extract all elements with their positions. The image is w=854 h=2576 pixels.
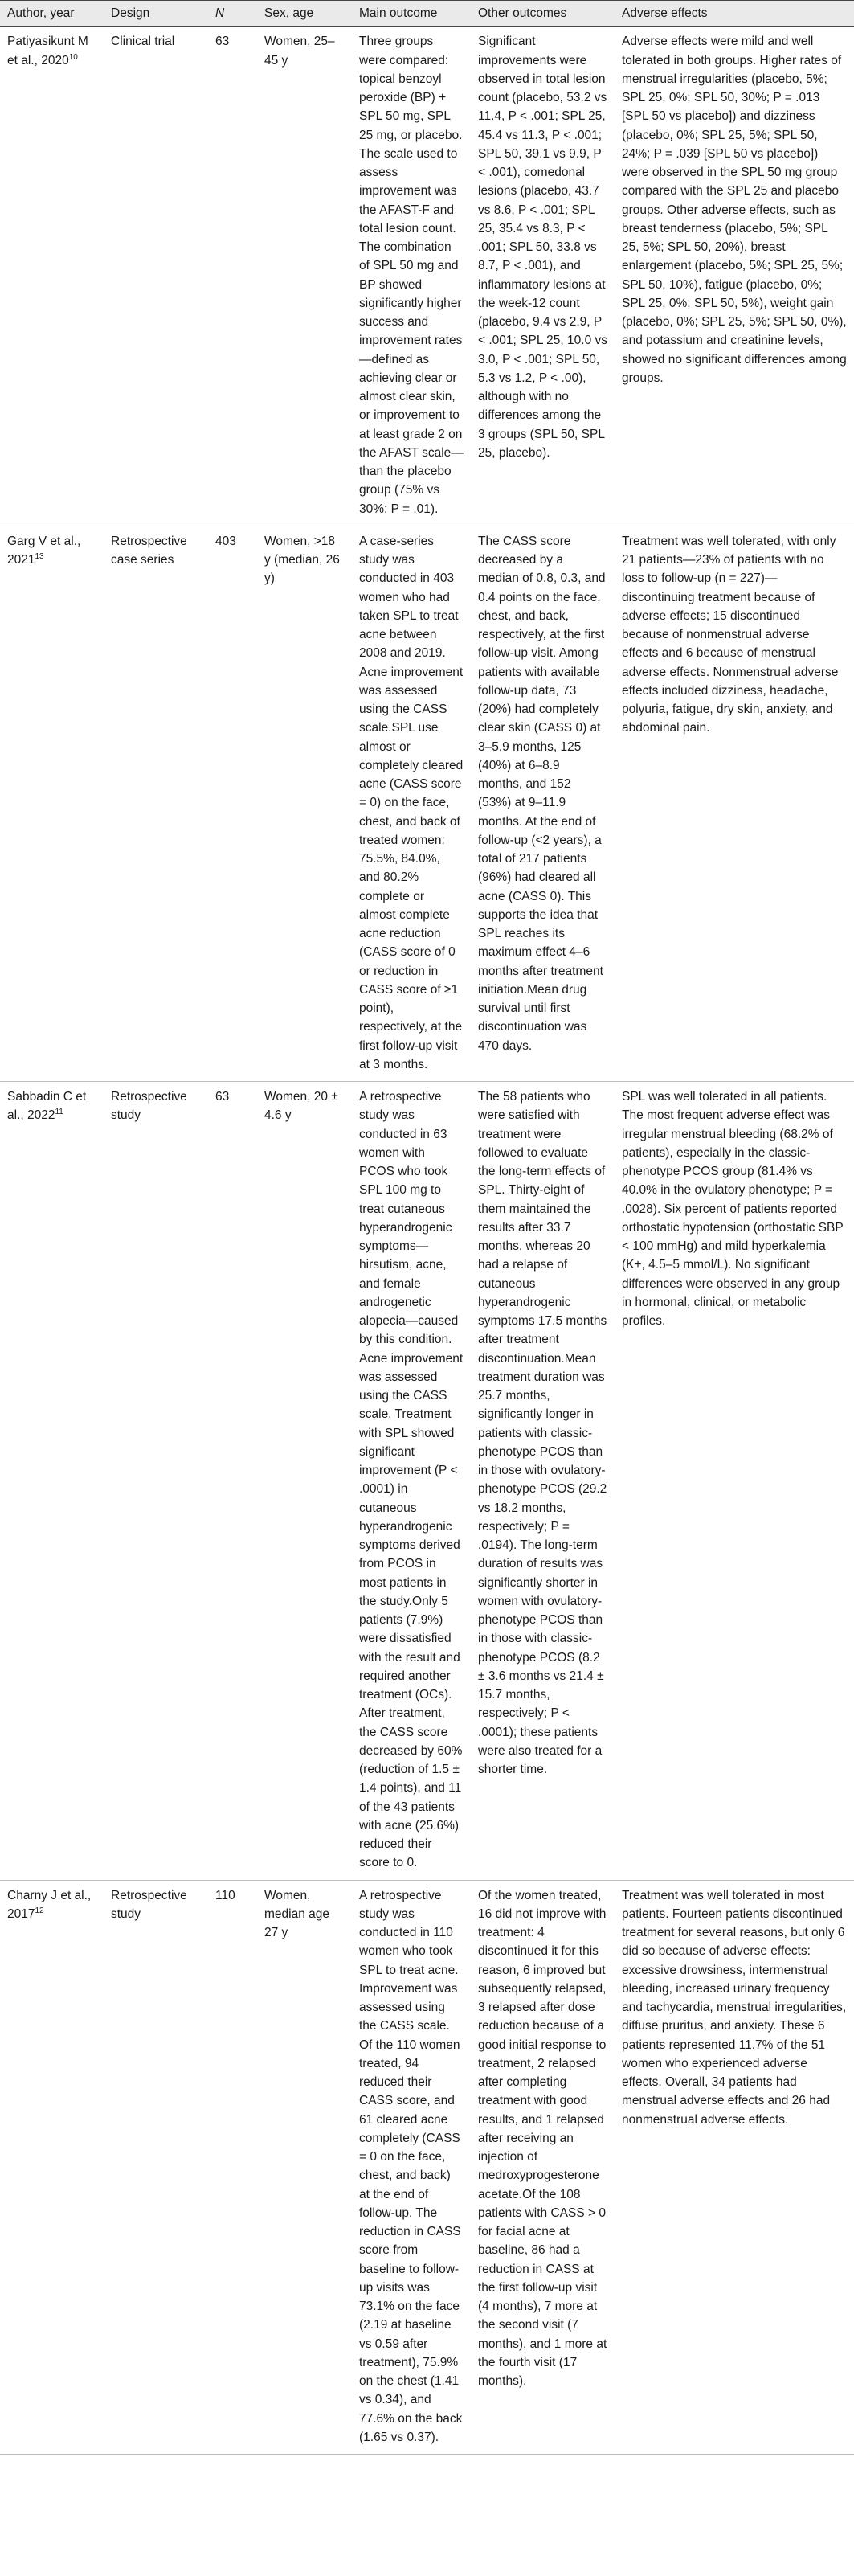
header-adverse-effects: Adverse effects <box>615 1 854 27</box>
author-name: Patiyasikunt M et al., 2020 <box>7 35 88 68</box>
reference-number: 13 <box>35 551 44 561</box>
cell-other-outcomes: The 58 patients who were satisfied with treatment were followed to evaluate the long-term effects of SPL. Thirty-eight of them maintained the results after 33.7 months, whereas 20 had a relapse of cutaneous hyperandrogenic symptoms 17.5 months after treatment discontinuation.Mean treatment duration was 25.7 months, significantly longer in patients with classic-phenotype PCOS than in those with ovulatory-phenotype PCOS (29.2 vs 18.2 months, respectively; P = .0194). The long-term duration of results was significantly shorter in women with ovulatory-phenotype PCOS than in those with classic-phenotype PCOS (8.2 ± 3.6 months vs 21.4 ± 15.7 months, respectively; P < .0001); these patients were also treated for a shorter time. <box>471 1082 615 1881</box>
table-row <box>0 27 854 526</box>
cell-main-outcome: A retrospective study was conducted in 110 women who took SPL to treat acne. Improvement was assessed using the CASS scale. Of the 110 women treated, 94 reduced their CASS score, and 61 cleared acne completely (CASS = 0 on the face, chest, and back) at the end of follow-up. The reduction in CASS score from baseline to follow-up visits was 73.1% on the face (2.19 at baseline vs 0.59 after treatment), 75.9% on the chest (1.41 vs 0.34), and 77.6% on the back (1.65 vs 0.37). <box>352 1880 471 2455</box>
cell-adverse-effects: Adverse effects were mild and well tolerated in both groups. Higher rates of menstrual irregularities (placebo, 5%; SPL 25, 0%; SPL 50, 30%; P = .013 [SPL 50 vs placebo]) and dizziness (placebo, 0%; SPL 25, 5%; SPL 50, 24%; P = .039 [SPL 50 vs placebo]) were observed in the SPL 50 mg group compared with the SPL 25 and placebo groups. Other adverse effects, such as breast tenderness (placebo, 5%; SPL 25, 5%; SPL 50, 20%), breast enlargement (placebo, 5%; SPL 25, 5%; SPL 50, 10%), fatigue (placebo, 0%; SPL 25, 0%; SPL 50, 5%), weight gain (placebo, 0%; SPL 25, 5%; SPL 50, 0%), and potassium and creatinine levels, showed no significant differences among groups. <box>615 27 854 526</box>
header-sex-age: Sex, age <box>257 1 352 27</box>
cell-design: Retrospective study <box>104 1880 208 2455</box>
cell-author <box>0 1082 104 1881</box>
cell-other-outcomes: The CASS score decreased by a median of 0.8, 0.3, and 0.4 points on the face, chest, and back, respectively, at the first follow-up visit. Among patients with available follow-up data, 73 (20%) had completely clear skin (CASS 0) at 3–5.9 months, 125 (40%) at 6–8.9 months, and 152 (53%) at 9–11.9 months. At the end of follow-up (<2 years), a total of 217 patients (96%) had cleared all acne (CASS 0). This supports the idea that SPL reaches its maximum effect 4–6 months after treatment initiation.Mean drug survival until first discontinuation was 470 days. <box>471 526 615 1081</box>
cell-sex-age: Women, >18 y (median, 26 y) <box>257 526 352 1081</box>
cell-adverse-effects: Treatment was well tolerated in most patients. Fourteen patients discontinued treatment for several reasons, but only 6 did so because of adverse effects: excessive drowsiness, intermenstrual bleeding, increased urinary frequency and tachycardia, menstrual irregularities, diffuse pruritus, and anxiety. These 6 patients represented 11.7% of the 51 women who experienced adverse effects. Overall, 34 patients had menstrual adverse effects and 26 had nonmenstrual adverse effects. <box>615 1880 854 2455</box>
author-name: Sabbadin C et al., 2022 <box>7 1090 87 1123</box>
cell-n: 63 <box>208 1082 257 1881</box>
cell-n: 63 <box>208 27 257 526</box>
cell-other-outcomes: Of the women treated, 16 did not improve with treatment: 4 discontinued it for this reason, 6 improved but subsequently relapsed, 3 relapsed after dose reduction because of a good initial response to treatment, 2 relapsed after completing treatment with good results, and 1 relapsed after receiving an injection of medroxyprogesterone acetate.Of the 108 patients with CASS > 0 for facial acne at baseline, 86 had a reduction in CASS at the first follow-up visit (4 months), 7 more at the second visit (7 months), and 1 more at the fourth visit (17 months). <box>471 1880 615 2455</box>
header-other-outcomes: Other outcomes <box>471 1 615 27</box>
header-author-year: Author, year <box>0 1 104 27</box>
cell-n: 403 <box>208 526 257 1081</box>
cell-design: Clinical trial <box>104 27 208 526</box>
author-name: Charny J et al., 2017 <box>7 1888 92 1921</box>
cell-adverse-effects: SPL was well tolerated in all patients. The most frequent adverse effect was irregular menstrual bleeding (68.2% of patients), especially in the classic-phenotype PCOS group (81.4% vs 40.0% in the ovulatory phenotype; P = .0028). Six percent of patients reported orthostatic hypotension (orthostatic SBP < 100 mmHg) and mild hyperkalemia (K+, 4.5–5 mmol/L). No significant differences were observed in any group in hormonal, clinical, or metabolic profiles. <box>615 1082 854 1881</box>
table-header-row <box>0 1 854 27</box>
cell-other-outcomes: Significant improvements were observed in total lesion count (placebo, 53.2 vs 11.4, P < .001; SPL 25, 45.4 vs 11.3, P < .001; SPL 50, 39.1 vs 9.9, P < .001), comedonal lesions (placebo, 43.7 vs 8.6, P < .001; SPL 25, 35.4 vs 8.3, P < .001; SPL 50, 33.8 vs 8.7, P < .001), and inflammatory lesions at the week-12 count (placebo, 9.4 vs 2.9, P < .001; SPL 25, 10.0 vs 3.0, P < .001; SPL 50, 5.3 vs 1.2, P < .00), although with no differences among the 3 groups (SPL 50, SPL 25, placebo). <box>471 27 615 526</box>
header-n: N <box>208 1 257 27</box>
table-row <box>0 1082 854 1881</box>
reference-number: 11 <box>55 1108 63 1117</box>
cell-adverse-effects: Treatment was well tolerated, with only 21 patients—23% of patients with no loss to follow-up (n = 227)—discontinuing treatment because of adverse effects; 15 discontinued because of nonmenstrual adverse effects and 6 because of menstrual adverse effects. Nonmenstrual adverse effects included dizziness, headache, polyuria, fatigue, dry skin, anxiety, and abdominal pain. <box>615 526 854 1081</box>
table-row <box>0 526 854 1081</box>
reference-number: 12 <box>35 1906 44 1915</box>
cell-author <box>0 526 104 1081</box>
cell-sex-age: Women, median age 27 y <box>257 1880 352 2455</box>
cell-main-outcome: Three groups were compared: topical benzoyl peroxide (BP) + SPL 50 mg, SPL 25 mg, or placebo. The scale used to assess improvement was the AFAST-F and total lesion count. The combination of SPL 50 mg and BP showed significantly higher success and improvement rates—defined as achieving clear or almost clear skin, or improvement to at least grade 2 on the AFAST scale—than the placebo group (75% vs 30%; P = .01). <box>352 27 471 526</box>
header-design: Design <box>104 1 208 27</box>
header-main-outcome: Main outcome <box>352 1 471 27</box>
table-row <box>0 1880 854 2455</box>
cell-main-outcome: A case-series study was conducted in 403 women who had taken SPL to treat acne between 2008 and 2019. Acne improvement was assessed using the CASS scale.SPL use almost or completely cleared acne (CASS score = 0) on the face, chest, and back of treated women: 75.5%, 84.0%, and 80.2% complete or almost complete acne reduction (CASS score of 0 or reduction in CASS score of ≥1 point), respectively, at the first follow-up visit at 3 months. <box>352 526 471 1081</box>
author-name: Garg V et al., 2021 <box>7 534 81 567</box>
reference-number: 10 <box>68 52 78 62</box>
cell-sex-age: Women, 20 ± 4.6 y <box>257 1082 352 1881</box>
cell-author <box>0 1880 104 2455</box>
cell-design: Retrospective study <box>104 1082 208 1881</box>
cell-n: 110 <box>208 1880 257 2455</box>
cell-design: Retrospective case series <box>104 526 208 1081</box>
cell-main-outcome: A retrospective study was conducted in 63 women with PCOS who took SPL 100 mg to treat cutaneous hyperandrogenic symptoms—hirsutism, acne, and female androgenetic alopecia—caused by this condition. Acne improvement was assessed using the CASS scale. Treatment with SPL showed significant improvement (P < .0001) in cutaneous hyperandrogenic symptoms derived from PCOS in most patients in the study.Only 5 patients (7.9%) were dissatisfied with the result and required another treatment (OCs). After treatment, the CASS score decreased by 60% (reduction of 1.5 ± 1.4 points), and 11 of the 43 patients with acne (25.6%) reduced their score to 0. <box>352 1082 471 1881</box>
cell-sex-age: Women, 25–45 y <box>257 27 352 526</box>
cell-author <box>0 27 104 526</box>
